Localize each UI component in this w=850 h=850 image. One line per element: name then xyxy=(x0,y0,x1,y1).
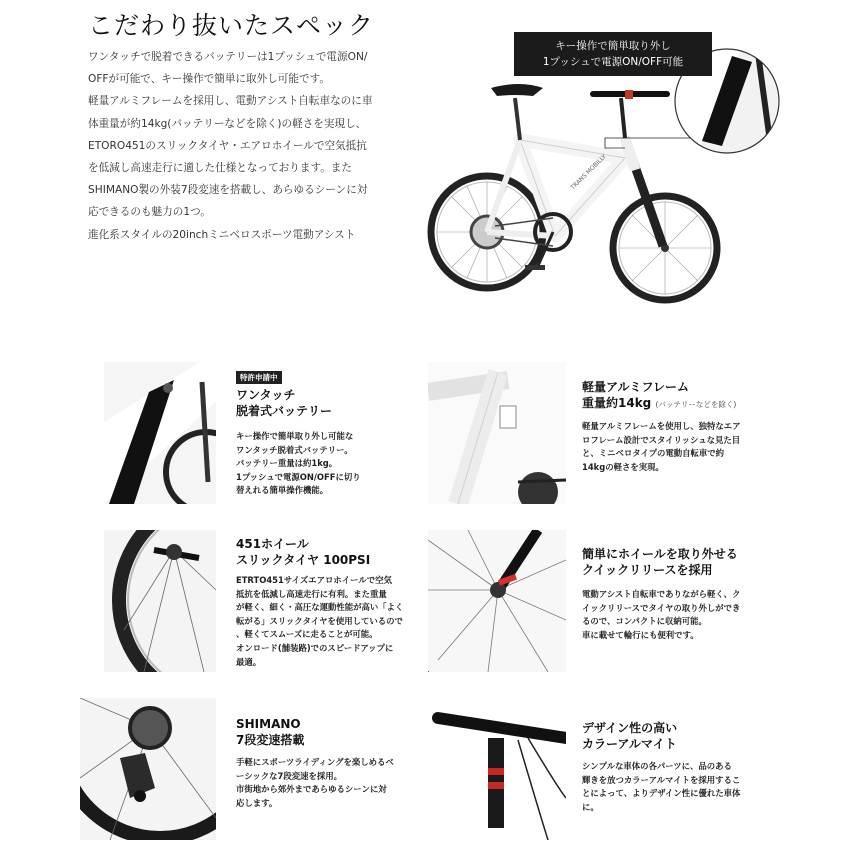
body-line: ーシックな7段変速を採用。 xyxy=(236,770,342,781)
wheel-description xyxy=(236,574,422,669)
body-line: に。 xyxy=(582,801,599,812)
body-line: 替えれる簡単操作機能。 xyxy=(236,485,329,496)
body-line: ETRTO451サイズエアロホイールで空気 xyxy=(236,575,392,585)
quick-release-description xyxy=(582,588,772,642)
body-line: が軽く、細く・高圧な運動性能が高い「よく xyxy=(236,602,404,613)
intro-line: 軽量アルミフレームを採用し、電動アシスト自転車なのに車 xyxy=(88,95,373,108)
body-line: 軽量アルミフレームを使用し、独特なエア xyxy=(582,421,741,431)
intro-line: SHIMANO製の外装7段変速を搭載し、あらゆるシーンに対 xyxy=(88,184,368,197)
battery-title xyxy=(236,387,332,419)
derailleur-photo xyxy=(80,698,216,840)
title-line: 重量約14kg xyxy=(582,396,652,410)
body-line: シンプルな車体の各パーツに、品のある xyxy=(582,761,732,771)
title-line: カラーアルマイト xyxy=(582,737,677,751)
frame-title xyxy=(582,379,736,413)
body-line: 電動アシスト自転車でありながら軽く、ク xyxy=(582,589,741,599)
body-line: 、軽くてスムーズに走ることが可能。 xyxy=(236,629,378,640)
title-line: 451ホイール xyxy=(236,537,309,551)
body-line: とによって、よりデザイン性に優れた車体 xyxy=(582,788,741,799)
quick-release-title xyxy=(582,546,738,578)
body-line: 車に載せて輪行にも便利です。 xyxy=(582,629,699,640)
title-note: (バッテリーなどを除く) xyxy=(655,400,737,409)
title-line: クイックリリースを採用 xyxy=(582,563,713,577)
title-line: SHIMANO xyxy=(236,717,301,731)
intro-line: 体重量が約14kg(バッテリーなどを除く)の軽さを実現し、 xyxy=(88,117,367,130)
title-line: 7段変速搭載 xyxy=(236,733,305,747)
wheel-title xyxy=(236,536,370,568)
body-line: 14kgの軽さを実現。 xyxy=(582,461,664,472)
intro-line: 進化系スタイルの20inchミニベロスポーツ電動アシスト xyxy=(88,228,356,241)
title-line: 簡単にホイールを取り外せる xyxy=(582,547,738,561)
body-line: るので、コンパクトに収納可能。 xyxy=(582,616,707,627)
body-line: 最適。 xyxy=(236,656,262,667)
color-alumite-description xyxy=(582,760,772,814)
body-line: オンロード(舗装路)でのスピードアップに xyxy=(236,642,394,653)
intro-line: OFFが可能で、キー操作で簡単に取外し可能です。 xyxy=(88,73,330,86)
body-line: 1プッシュで電源ON/OFFに切り xyxy=(236,471,361,482)
title-line: 脱着式バッテリー xyxy=(236,404,333,418)
title-line: スリックタイヤ 100PSI xyxy=(236,553,371,567)
intro-line: ワンタッチで脱着できるバッテリーは1プッシュで電源ON/ xyxy=(88,51,368,63)
wheel-photo xyxy=(104,530,216,672)
frame-description xyxy=(582,420,772,474)
body-line: 輝きを放つカラーアルマイトを採用するこ xyxy=(582,774,741,785)
shimano-title xyxy=(236,716,304,748)
body-line: 手軽にスポーツライディングを楽しめるベ xyxy=(236,757,394,767)
callout-line: キー操作で簡単取り外し xyxy=(555,40,671,52)
title-line: 軽量アルミフレーム xyxy=(582,380,690,394)
body-line: キー操作で簡単取り外し可能な xyxy=(236,431,354,441)
title-line: デザイン性の高い xyxy=(582,721,678,735)
handlebar-photo xyxy=(428,698,566,840)
body-line: ロフレーム設計でスタイリッシュな見た目 xyxy=(582,434,741,445)
quick-release-photo xyxy=(428,530,566,672)
shimano-description xyxy=(236,756,422,810)
battery-description xyxy=(236,430,416,498)
title-line: ワンタッチ xyxy=(236,388,296,402)
body-line: イックリリースでタイヤの取り外しができ xyxy=(582,602,741,613)
callout-line: 1プッシュで電源ON/OFF可能 xyxy=(542,56,684,68)
frame-photo xyxy=(428,362,566,504)
body-line: バッテリー重量は約1kg。 xyxy=(236,458,338,469)
battery-callout xyxy=(514,32,712,76)
intro-line: 応できるのも魅力の1つ。 xyxy=(88,206,211,219)
body-line: 抵抗を低減し高速走行に有利。また重量 xyxy=(236,588,387,599)
color-alumite-title xyxy=(582,720,677,752)
body-line: 市街地から郊外まであらゆるシーンに対 xyxy=(236,784,387,795)
bike-brand-label: TRANS MOBILLY xyxy=(569,153,608,192)
body-line: 転がる」スリックタイヤを使用しているので xyxy=(236,615,403,626)
body-line: ワンタッチ脱着式バッテリー。 xyxy=(236,444,353,455)
body-line: 応します。 xyxy=(236,797,278,808)
intro-line: を低減し高速走行に適した仕様となっております。また xyxy=(88,162,352,175)
patent-pending-badge: 特許申請中 xyxy=(236,371,282,384)
page-title: こだわり抜いたスペック xyxy=(88,11,375,40)
body-line: と、ミニベロタイプの電動自転車で約 xyxy=(582,448,724,459)
battery-photo xyxy=(104,362,216,504)
intro-text xyxy=(88,46,422,246)
intro-line: ETORO451のスリックタイヤ・エアロホイールで空気抵抗 xyxy=(88,139,367,152)
